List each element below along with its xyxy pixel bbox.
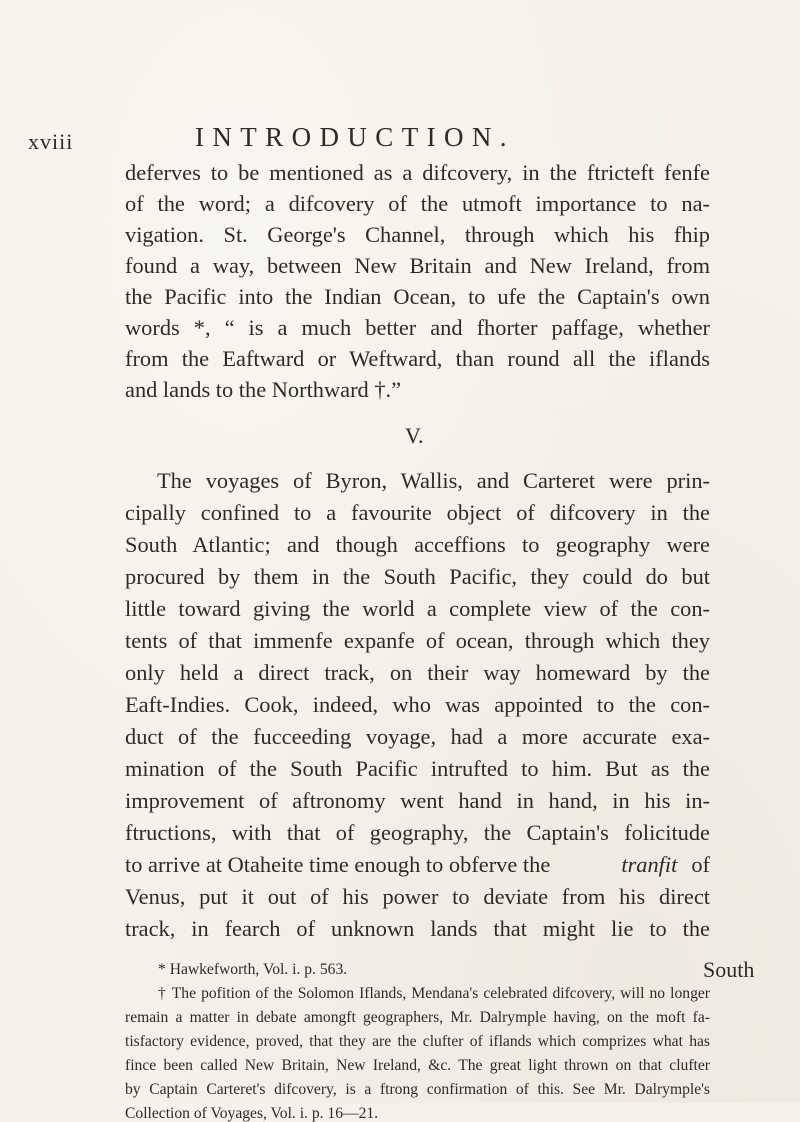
paragraph2-line: The voyages of Byron, Wallis, and Carteret were prin- [157,468,710,493]
paragraph1-line: deferves to be mentioned as a difcovery, in the ftricteft fenfe [125,160,710,185]
paragraph1-line: from the Eaftward or Weftward, than round all the iflands [125,346,710,371]
paragraph2-line: track, in fearch of unknown lands that might lie to the [125,916,710,941]
footnote-line: † The pofition of the Solomon Iflands, Mendana's celebrated difcovery, will no longer [158,985,710,1002]
footnote-line: remain a matter in debate amongft geographers, Mr. Dalrymple having, on the moft fa- [125,1009,710,1026]
footnote-line: tisfactory evidence, proved, that they are the clufter of iflands which comprizes what has [125,1033,710,1050]
paragraph2-line: only held a direct track, on their way homeward by the [125,660,710,685]
paragraph2-line: South Atlantic; and though acceffions to geography were [125,532,710,557]
footnote-line: fince been called New Britain, New Ireland, &c. The great light thrown on that clufter [125,1057,710,1074]
footnote-line: Collection of Voyages, Vol. i. p. 16—21. [125,1105,379,1122]
paragraph1-line: of the word; a difcovery of the utmoft importance to na- [125,191,710,216]
running-head: INTRODUCTION. [195,122,515,152]
paragraph2-line: procured by them in the South Pacific, they could do but [125,564,710,589]
paragraph2-text: to arrive at Otaheite time enough to obferve the [125,852,551,877]
paragraph2-line: ftructions, with that of geography, the Captain's folicitude [125,820,710,845]
paragraph1-line: vigation. St. George's Channel, through which his fhip [125,222,710,247]
paragraph2-text: of [691,852,710,877]
paragraph1-line: the Pacific into the Indian Ocean, to ufe the Captain's own [125,284,710,309]
section-number: V. [405,423,424,448]
page-number: xviii [28,129,74,154]
paragraph2-line: Eaft-Indies. Cook, indeed, who was appointed to the con- [125,692,710,717]
catchword: South [703,957,755,982]
paragraph2-line-with-italic [125,854,710,876]
paragraph2-line: Venus, put it out of his power to deviate from his direct [125,884,710,909]
paragraph2-line: mination of the South Pacific intrufted to him. But as the [125,756,710,781]
italic-word-tranfit: tranfit [621,852,678,877]
paragraph2-line: cipally confined to a favourite object of difcovery in the [125,500,710,525]
footnote-line: * Hawkefworth, Vol. i. p. 563. [158,961,348,978]
footnote-line: by Captain Carteret's difcovery, is a ftrong confirmation of this. See Mr. Dalrymple's [125,1081,710,1098]
paragraph1-line: words *, “ is a much better and fhorter paffage, whether [125,315,710,340]
paragraph2-line: improvement of aftronomy went hand in hand, in his in- [125,788,710,813]
paragraph2-line: tents of that immenfe expanfe of ocean, through which they [125,628,710,653]
paragraph2-line: duct of the fucceeding voyage, had a more accurate exa- [125,724,710,749]
paragraph2-line: little toward giving the world a complete view of the con- [125,596,710,621]
paragraph1-line: found a way, between New Britain and New Ireland, from [125,253,710,278]
paragraph1-line: and lands to the Northward †.” [125,377,402,402]
